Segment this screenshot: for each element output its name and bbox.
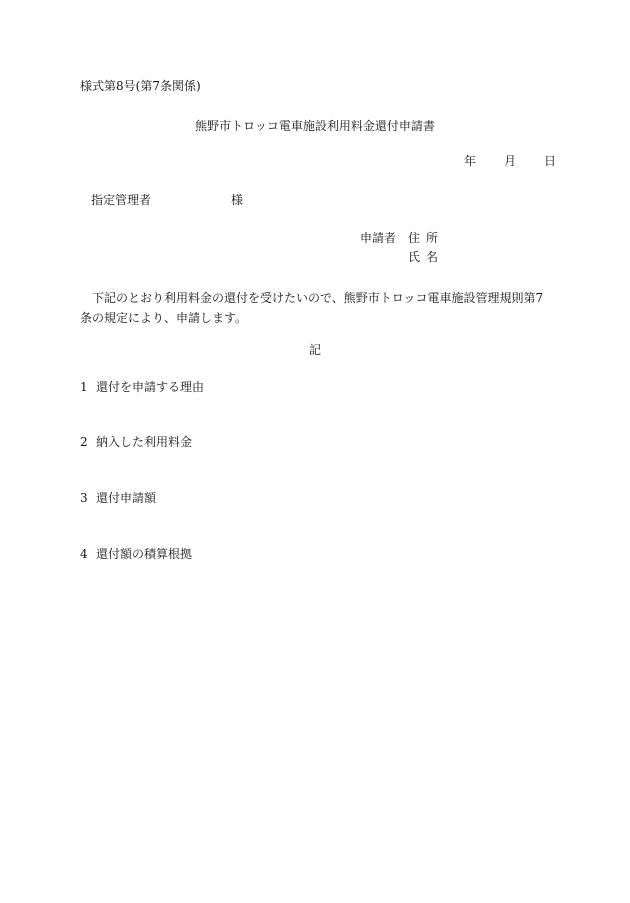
- list-item: [80, 381, 204, 393]
- item-number: 4: [80, 547, 88, 561]
- date-line: [464, 155, 556, 167]
- date-day-label: 日: [544, 154, 557, 168]
- form-number: 様式第8号(第7条関係): [80, 79, 201, 93]
- item-number: 2: [80, 435, 88, 449]
- addressee: [91, 194, 243, 206]
- item-number: 3: [80, 491, 88, 505]
- applicant-label: 申請者: [360, 231, 397, 245]
- item-label: 還付を申請する理由: [96, 380, 205, 394]
- ki-heading: 記: [308, 343, 321, 357]
- item-number: 1: [80, 380, 88, 394]
- item-label: 納入した利用料金: [96, 435, 193, 449]
- list-item: [80, 548, 192, 560]
- document-title: 熊野市トロッコ電車施設利用料金還付申請書: [195, 119, 435, 133]
- item-label: 還付申請額: [96, 491, 157, 505]
- list-item: [80, 492, 156, 504]
- date-month-label: 月: [504, 154, 517, 168]
- list-item: [80, 436, 192, 448]
- applicant-address-label: 住所: [408, 231, 445, 245]
- item-label: 還付額の積算根拠: [96, 547, 193, 561]
- applicant-name-label: 氏名: [408, 250, 445, 264]
- addressee-name: 指定管理者: [91, 193, 152, 207]
- addressee-honorific: 様: [231, 193, 244, 207]
- date-year-label: 年: [464, 154, 477, 168]
- body-text: 下記のとおり利用料金の還付を受けたいので、熊野市トロッコ電車施設管理規則第7条の規定により、申請します。: [80, 291, 544, 325]
